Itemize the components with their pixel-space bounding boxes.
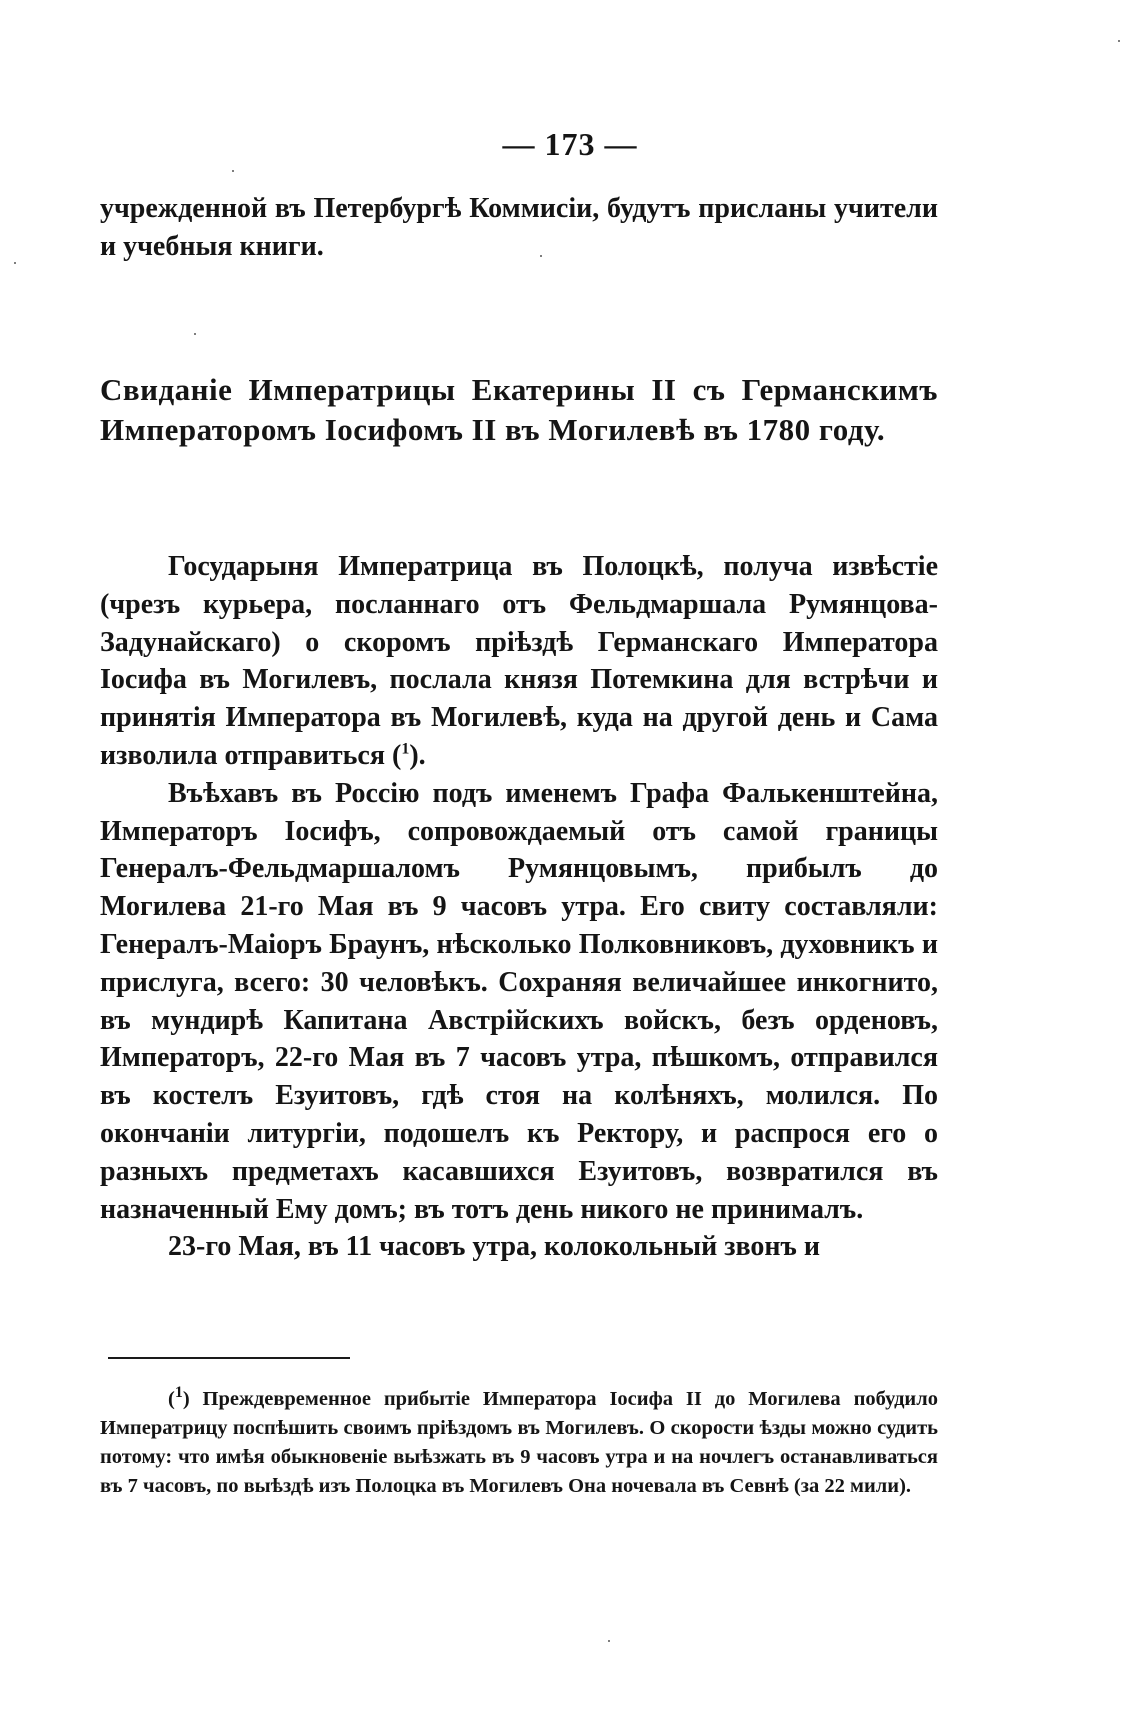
scan-speck (232, 170, 234, 172)
footnote-mark: 1 (174, 1384, 183, 1402)
body-text (100, 548, 938, 1266)
scan-speck (540, 255, 542, 257)
paragraph-3: 23-го Мая, въ 11 часовъ утра, колокольный звонъ и (168, 1231, 820, 1263)
footnote (100, 1385, 938, 1501)
footnote-paragraph (100, 1385, 938, 1501)
scan-speck (194, 333, 196, 335)
scan-speck (1118, 40, 1120, 42)
footnote-close: ) (182, 1388, 190, 1410)
footnote-open: ( (168, 1388, 175, 1410)
scan-speck (14, 262, 16, 264)
paragraph-2: Въѣхавъ въ Россію подъ именемъ Графа Фалькенштейна, Императоръ Іосифъ, сопровождаемый отъ самой границы Генералъ-Фельдмаршаломъ Румянцовымъ, прибылъ до Могилева 21-го Мая въ 9 часовъ утра. Его свиту составляли: Генералъ-Маіоръ Браунъ, нѣсколько Полковниковъ, духовникъ и прислуга, всего: 30 человѣкъ. Сохраняя величайшее инкогнито, въ мундирѣ Капитана Австрійскихъ войскъ, безъ орденовъ, Императоръ, 22-го Мая въ 7 часовъ утра, пѣшкомъ, отправился въ костелъ Езуитовъ, гдѣ стоя на колѣняхъ, молился. По окончаніи литургіи, подошелъ къ Ректору, и распрося его о разныхъ предметахъ касавшихся Езуитовъ, возвратился въ назначенный Ему домъ; въ тотъ день никого не принималъ. (100, 777, 938, 1225)
footnote-divider (108, 1357, 350, 1359)
paragraph-1-text: Государыня Императрица въ Полоцкѣ, получа извѣстіе (чрезъ курьера, посланнаго отъ Фельдмаршала Румянцова-Задунайскаго) о скоромъ пріѣздѣ Германскаго Императора Іосифа въ Могилевъ, послала князя Потемкина для встрѣчи и принятія Императора въ Могилевѣ, куда на другой день и Сама изволила отправиться ( (100, 551, 938, 771)
continuation-text: учрежденной въ Петербургѣ Коммисіи, будутъ присланы учители и учебныя книги. (100, 193, 938, 262)
footnote-text: Преждевременное прибытіе Императора Іосифа II до Могилева побудило Императрицу поспѣшить своимъ пріѣздомъ въ Могилевъ. О скорости ѣзды можно судить потому: что имѣя обыкновеніе выѣзжать въ 9 часовъ утра и на ночлегъ останавливаться въ 7 часовъ, по выѣздѣ изъ Полоцка въ Могилевъ Она ночевала въ Севнѣ (за 22 мили). (100, 1388, 938, 1497)
section-heading: Свиданіе Императрицы Екатерины II съ Германскимъ Императоромъ Іосифомъ II въ Могилевѣ въ 1780 году. (100, 372, 938, 447)
paragraph-1 (100, 548, 938, 775)
scan-speck (608, 1640, 610, 1642)
paragraph-1-end: ). (409, 739, 426, 771)
footnote-reference: 1 (401, 740, 410, 758)
page-number: — 173 — (502, 126, 638, 162)
